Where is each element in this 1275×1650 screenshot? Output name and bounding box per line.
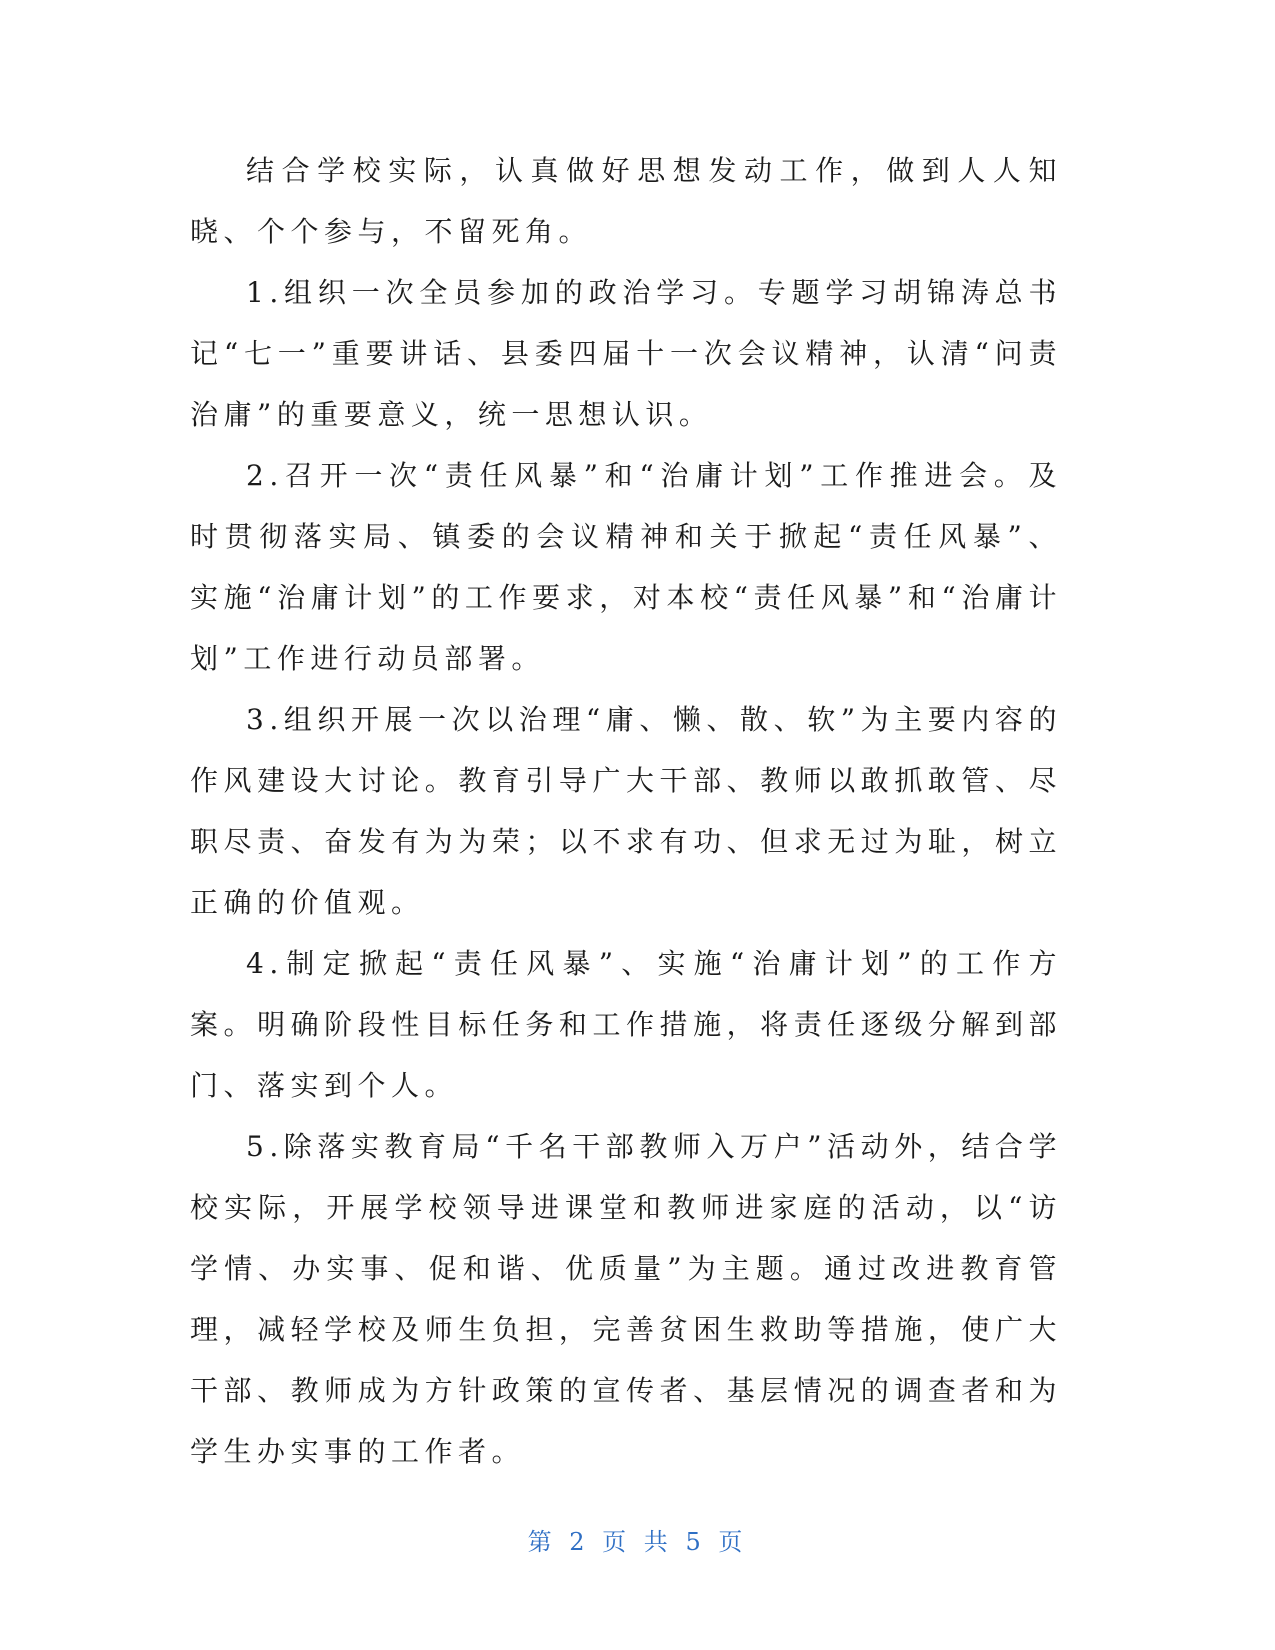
page-footer bbox=[0, 1522, 1275, 1557]
paragraph-item-5: 5.除落实教育局“千名干部教师入万户”活动外，结合学校实际，开展学校领导进课堂和教师进家庭的活动，以“访学情、办实事、促和谐、优质量”为主题。通过改进教育管理，减轻学校及师生负担，完善贫困生救助等措施，使广大干部、教师成为方针政策的宣传者、基层情况的调查者和为学生办实事的工作者。 bbox=[190, 1130, 1062, 1468]
paragraph-item-1: 1.组织一次全员参加的政治学习。专题学习胡锦涛总书记“七一”重要讲话、县委四届十一次会议精神，认清“问责治庸”的重要意义，统一思想认识。 bbox=[190, 276, 1062, 431]
total-pages-number: 5 bbox=[685, 1528, 706, 1556]
page-label-prefix: 第 bbox=[527, 1528, 557, 1556]
document-body bbox=[190, 140, 1062, 1482]
current-page-number: 2 bbox=[569, 1528, 590, 1556]
page-label-mid: 页 共 bbox=[602, 1528, 673, 1556]
paragraph-item-4: 4.制定掀起“责任风暴”、实施“治庸计划”的工作方案。明确阶段性目标任务和工作措施，将责任逐级分解到部门、落实到个人。 bbox=[190, 947, 1062, 1102]
paragraph-item-3: 3.组织开展一次以治理“庸、懒、散、软”为主要内容的作风建设大讨论。教育引导广大干部、教师以敢抓敢管、尽职尽责、奋发有为为荣；以不求有功、但求无过为耻，树立正确的价值观。 bbox=[190, 703, 1062, 919]
paragraph-intro: 结合学校实际，认真做好思想发动工作，做到人人知晓、个个参与，不留死角。 bbox=[190, 154, 1062, 248]
paragraph-item-2: 2.召开一次“责任风暴”和“治庸计划”工作推进会。及时贯彻落实局、镇委的会议精神和关于掀起“责任风暴”、实施“治庸计划”的工作要求，对本校“责任风暴”和“治庸计划”工作进行动员部署。 bbox=[190, 459, 1062, 675]
page-label-suffix: 页 bbox=[718, 1528, 748, 1556]
